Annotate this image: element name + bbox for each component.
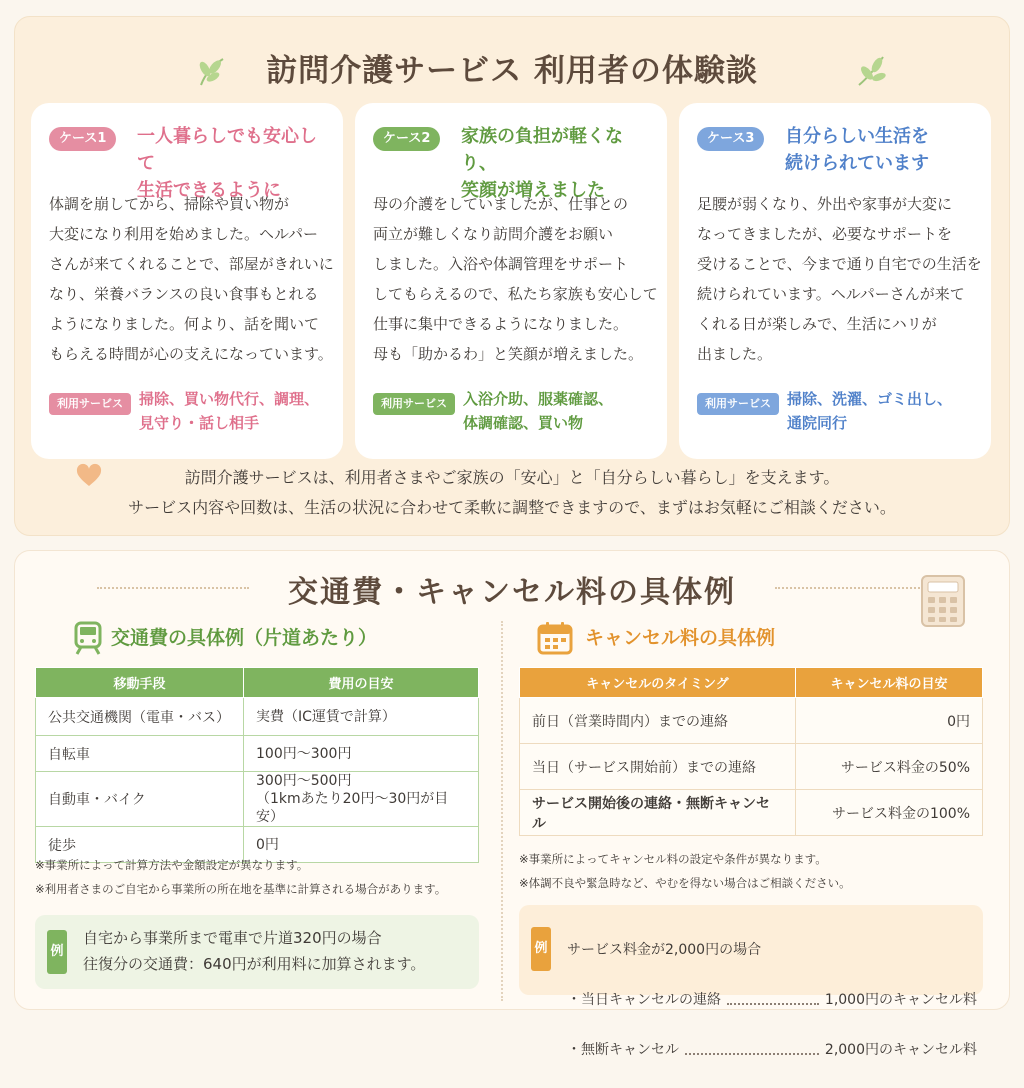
case-body: 体調を崩してから、掃除や買い物が 大変になり利用を始めました。ヘルパー さんが来てくれることで、部屋がきれいに なり、栄養バランスの良い食事もとれる ようになりました。何より、話を聞いて もらえる時間が心の支えになっています。	[49, 195, 334, 363]
dot-leader	[685, 1038, 819, 1055]
service-badge: 利用サービス	[49, 393, 131, 415]
support-message-line1: 訪問介護サービスは、利用者さまやご家族の「安心」と「自分らしい暮らし」を支えます。	[184, 468, 840, 487]
table-row	[36, 698, 479, 736]
support-message	[15, 463, 1009, 523]
table-row	[36, 736, 479, 772]
fees-title: 交通費・キャンセル料の具体例	[288, 575, 736, 610]
example-text	[567, 913, 977, 1088]
note-text: ※体調不良や緊急時など、やむを得ない場合はご相談ください。	[519, 876, 851, 890]
table-cell: 100円～300円	[244, 736, 479, 772]
table-header: キャンセルのタイミング	[520, 668, 796, 698]
case-card-3	[679, 103, 991, 459]
column-divider	[501, 621, 503, 1001]
support-message-line2: サービス内容や回数は、生活の状況に合わせて柔軟に調整できますので、まずはお気軽にご相談ください。	[128, 498, 896, 517]
calendar-icon	[537, 621, 573, 655]
table-cell: 0円	[244, 827, 479, 863]
example-label: ・無断キャンセル	[567, 1042, 679, 1058]
case-badge: ケース3	[697, 127, 764, 151]
example-badge: 例	[531, 927, 551, 971]
table-header: 費用の目安	[244, 668, 479, 698]
cancel-heading: キャンセル料の具体例	[585, 627, 776, 649]
title-divider	[775, 587, 927, 589]
example-badge: 例	[47, 930, 67, 974]
example-value: 1,000円のキャンセル料	[824, 992, 977, 1008]
table-row	[36, 772, 479, 827]
transport-fee-table	[35, 667, 479, 863]
table-header: キャンセル料の目安	[796, 668, 983, 698]
case-card-2	[355, 103, 667, 459]
table-cell: 実費（IC運賃で計算）	[244, 698, 479, 736]
service-badge: 利用サービス	[697, 393, 779, 415]
table-cell: 前日（営業時間内）までの連絡	[520, 698, 796, 744]
service-list: 掃除、買い物代行、調理、 見守り・話し相手	[139, 390, 320, 432]
table-cell: 0円	[796, 698, 983, 744]
case-heading: 自分らしい生活を 続けられています	[785, 126, 929, 174]
cancel-example	[519, 905, 983, 1058]
case-body: 足腰が弱くなり、外出や家事が大変に なってきましたが、必要なサポートを 受けることで、今まで通り自宅での生活を 続けられています。ヘルパーさんが来て くれる日が楽しみで、生活にハリが 出ました。	[697, 195, 982, 363]
table-cell: 自動車・バイク	[36, 772, 244, 827]
testimonials-panel	[14, 16, 1010, 536]
case-badge: ケース2	[373, 127, 440, 151]
transport-notes	[35, 853, 446, 901]
cancel-fee-table	[519, 667, 983, 836]
table-header: 移動手段	[36, 668, 244, 698]
note-text: ※事業所によって計算方法や金額設定が異なります。	[35, 858, 309, 872]
table-cell: サービス料金の100%	[796, 790, 983, 836]
table-cell: 自転車	[36, 736, 244, 772]
note-text: ※事業所によってキャンセル料の設定や条件が異なります。	[519, 852, 827, 866]
transport-example	[35, 915, 479, 989]
testimonials-title: 訪問介護サービス 利用者の体験談	[266, 53, 758, 89]
table-row	[520, 698, 983, 744]
table-row	[520, 744, 983, 790]
table-cell: サービス料金の50%	[796, 744, 983, 790]
example-text: 自宅から事業所まで電車で片道320円の場合 往復分の交通費：640円が利用料に加算されます。	[83, 929, 426, 973]
table-cell: サービス開始後の連絡・無断キャンセル	[520, 790, 796, 836]
table-row	[520, 790, 983, 836]
calculator-icon	[921, 575, 965, 627]
example-value: 2,000円のキャンセル料	[824, 1042, 977, 1058]
example-label: ・当日キャンセルの連絡	[567, 992, 721, 1008]
example-row	[567, 988, 977, 1013]
table-cell: 公共交通機関（電車・バス）	[36, 698, 244, 736]
cancel-notes	[519, 847, 851, 895]
transport-heading: 交通費の具体例（片道あたり）	[111, 627, 378, 649]
note-text: ※利用者さまのご自宅から事業所の所在地を基準に計算される場合があります。	[35, 882, 447, 896]
case-heading: 一人暮らしでも安心して 生活できるように	[137, 126, 317, 201]
case-card-1	[31, 103, 343, 459]
table-cell: 徒歩	[36, 827, 244, 863]
fees-panel	[14, 550, 1010, 1058]
example-row	[567, 1038, 977, 1063]
table-cell: 300円～500円 （1kmあたり20円～30円が目安）	[244, 772, 479, 827]
example-title: サービス料金が2,000円の場合	[567, 942, 762, 958]
case-body: 母の介護をしていましたが、仕事との 両立が難しくなり訪問介護をお願い しました。入浴や体調管理をサポート してもらえるので、私たち家族も安心して 仕事に集中できるようになりました。 母も「助かるわ」と笑顔が増えました。	[373, 195, 658, 363]
leaf-icon	[853, 53, 889, 89]
case-badge: ケース1	[49, 127, 116, 151]
service-list: 掃除、洗濯、ゴミ出し、 通院同行	[787, 390, 953, 432]
service-list: 入浴介助、服薬確認、 体調確認、買い物	[463, 390, 614, 432]
train-icon	[73, 621, 103, 655]
service-badge: 利用サービス	[373, 393, 455, 415]
table-cell: 当日（サービス開始前）までの連絡	[520, 744, 796, 790]
dot-leader	[727, 988, 819, 1005]
case-heading: 家族の負担が軽くなり、 笑顔が増えました	[461, 126, 623, 201]
